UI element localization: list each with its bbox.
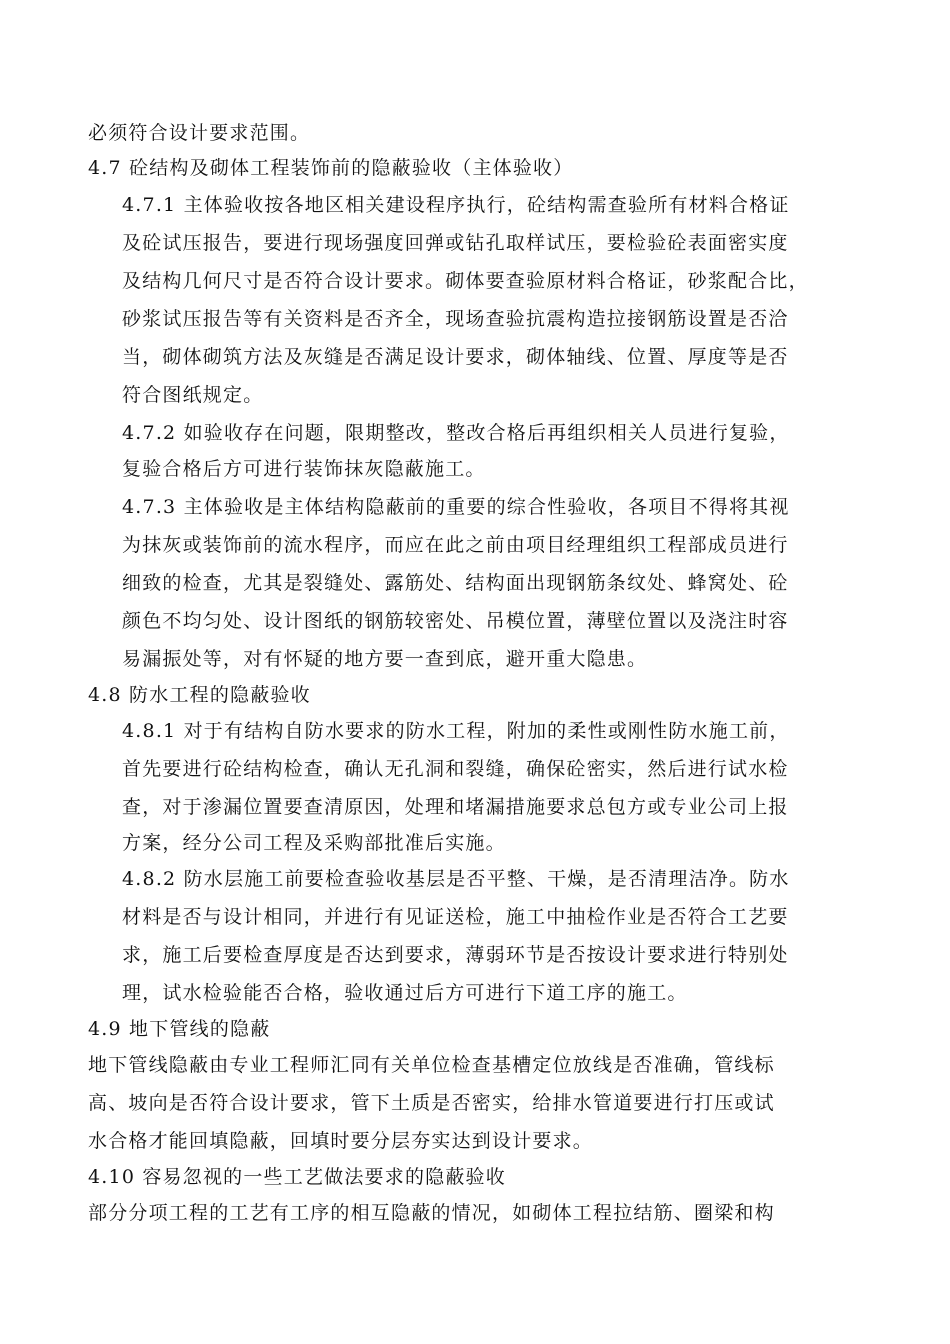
text-line: 4.7.2 如验收存在问题，限期整改，整改合格后再组织相关人员进行复验，	[122, 422, 790, 444]
text-line: 理，试水检验能否合格，验收通过后方可进行下道工序的施工。	[122, 982, 688, 1004]
text-line: 4.7.1 主体验收按各地区相关建设程序执行，砼结构需查验所有材料合格证	[122, 194, 790, 216]
text-line: 水合格才能回填隐蔽，回填时要分层夯实达到设计要求。	[88, 1130, 594, 1152]
text-line: 砂浆试压报告等有关资料是否齐全，现场查验抗震构造拉接钢筋设置是否洽	[122, 308, 789, 330]
text-line: 及结构几何尺寸是否符合设计要求。砌体要查验原材料合格证，砂浆配合比，	[122, 270, 809, 292]
text-line: 高、坡向是否符合设计要求，管下土质是否密实，给排水管道要进行打压或试	[88, 1092, 775, 1114]
text-line: 复验合格后方可进行装饰抹灰隐蔽施工。	[122, 458, 486, 480]
text-line: 求，施工后要检查厚度是否达到要求，薄弱环节是否按设计要求进行特别处	[122, 944, 789, 966]
text-line: 地下管线隐蔽由专业工程师汇同有关单位检查基槽定位放线是否准确，管线标	[88, 1054, 775, 1076]
text-line: 细致的检查，尤其是裂缝处、露筋处、结构面出现钢筋条纹处、蜂窝处、砼	[122, 572, 789, 594]
text-line: 易漏振处等，对有怀疑的地方要一查到底，避开重大隐患。	[122, 648, 648, 670]
text-line: 4.7.3 主体验收是主体结构隐蔽前的重要的综合性验收，各项目不得将其视	[122, 496, 790, 518]
text-line: 必须符合设计要求范围。	[88, 122, 311, 144]
text-line: 及砼试压报告，要进行现场强度回弹或钻孔取样试压，要检验砼表面密实度	[122, 232, 789, 254]
text-line: 颜色不均匀处、设计图纸的钢筋较密处、吊模位置，薄壁位置以及浇注时容	[122, 610, 789, 632]
section-heading-4-8: 4.8 防水工程的隐蔽验收	[88, 684, 311, 706]
section-heading-4-7: 4.7 砼结构及砌体工程装饰前的隐蔽验收（主体验收）	[88, 157, 574, 179]
section-heading-4-10: 4.10 容易忽视的一些工艺做法要求的隐蔽验收	[88, 1166, 506, 1188]
text-line: 方案，经分公司工程及采购部批准后实施。	[122, 832, 506, 854]
text-line: 为抹灰或装饰前的流水程序，而应在此之前由项目经理组织工程部成员进行	[122, 534, 789, 556]
section-heading-4-9: 4.9 地下管线的隐蔽	[88, 1018, 271, 1040]
text-line: 查，对于渗漏位置要查清原因，处理和堵漏措施要求总包方或专业公司上报	[122, 796, 789, 818]
text-line: 材料是否与设计相同，并进行有见证送检，施工中抽检作业是否符合工艺要	[122, 906, 789, 928]
text-line: 4.8.1 对于有结构自防水要求的防水工程，附加的柔性或刚性防水施工前，	[122, 720, 790, 742]
text-line: 首先要进行砼结构检查，确认无孔洞和裂缝，确保砼密实，然后进行试水检	[122, 758, 789, 780]
text-line: 部分分项工程的工艺有工序的相互隐蔽的情况，如砌体工程拉结筋、圈梁和构	[88, 1202, 775, 1224]
text-line: 符合图纸规定。	[122, 384, 264, 406]
text-line: 4.8.2 防水层施工前要检查验收基层是否平整、干燥，是否清理洁净。防水	[122, 868, 790, 890]
text-line: 当，砌体砌筑方法及灰缝是否满足设计要求，砌体轴线、位置、厚度等是否	[122, 346, 789, 368]
